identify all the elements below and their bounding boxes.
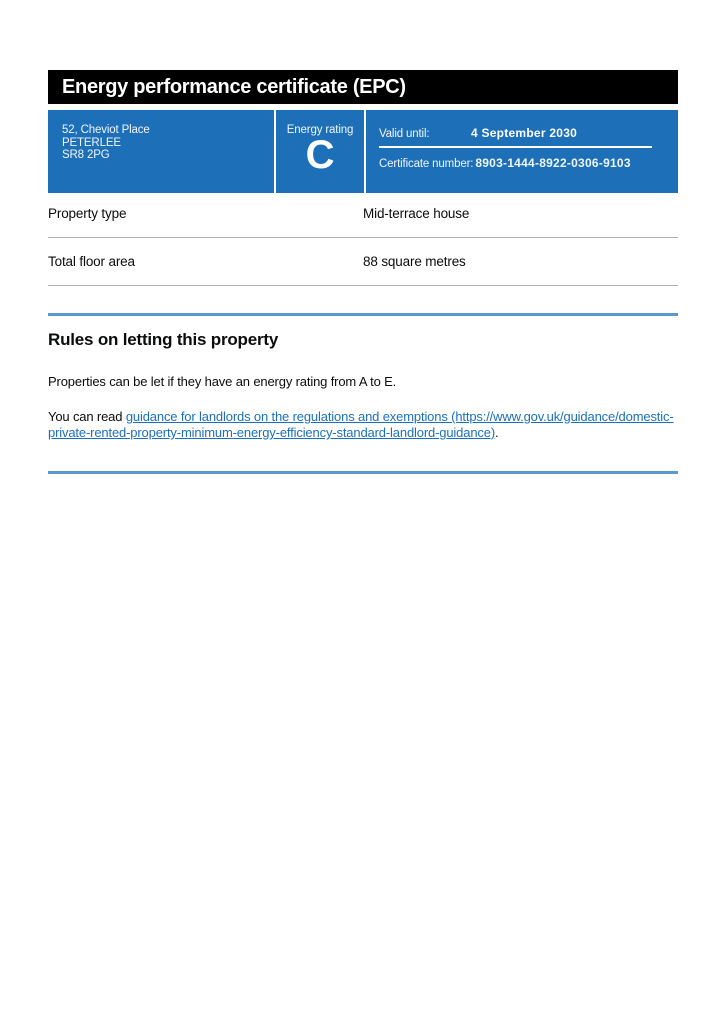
section-divider-bottom xyxy=(48,471,678,474)
address-line-3: SR8 2PG xyxy=(62,149,110,161)
certificate-number-label: Certificate number: xyxy=(379,158,474,170)
guidance-text-suffix: . xyxy=(495,425,499,440)
row-value: 88 square metres xyxy=(363,254,466,269)
property-summary-table xyxy=(48,193,678,286)
certificate-number-row xyxy=(379,156,652,170)
valid-until-label: Valid until: xyxy=(379,128,430,140)
table-row-property-type xyxy=(48,193,678,238)
property-address xyxy=(48,110,274,193)
table-row-total-floor-area xyxy=(48,238,678,286)
energy-rating-panel xyxy=(276,110,364,193)
row-value: Mid-terrace house xyxy=(363,206,470,221)
guidance-text-prefix: You can read xyxy=(48,409,126,424)
energy-rating-label: Energy rating xyxy=(286,124,354,136)
certificate-validity-panel xyxy=(366,110,678,193)
section-divider-top xyxy=(48,313,678,316)
letting-rules-paragraph: Properties can be let if they have an energy rating from A to E. xyxy=(48,374,397,389)
letting-rules-guidance-paragraph xyxy=(48,409,678,441)
certificate-number-value: 8903-1444-8922-0306-9103 xyxy=(475,156,631,170)
epc-document-page xyxy=(48,0,678,474)
letting-rules-section xyxy=(48,330,678,441)
landlord-guidance-link[interactable]: guidance for landlords on the regulations and exemptions (https://www.gov.uk/guidance/domestic-private-rented-property-minimum-energy-efficiency-standard-landlord-guidance) xyxy=(48,409,674,440)
valid-until-row xyxy=(379,126,652,140)
row-label: Property type xyxy=(48,206,127,221)
valid-until-date: 4 September 2030 xyxy=(471,126,578,140)
page-title-bar xyxy=(48,70,678,104)
certificate-summary-box xyxy=(48,110,678,193)
address-line-1: 52, Cheviot Place xyxy=(62,124,150,136)
address-line-2: PETERLEE xyxy=(62,136,121,149)
letting-rules-heading: Rules on letting this property xyxy=(48,330,279,349)
row-label: Total floor area xyxy=(48,254,135,269)
energy-rating-value: C xyxy=(305,133,335,177)
page-title: Energy performance certificate (EPC) xyxy=(62,75,406,98)
validity-divider xyxy=(379,146,652,148)
